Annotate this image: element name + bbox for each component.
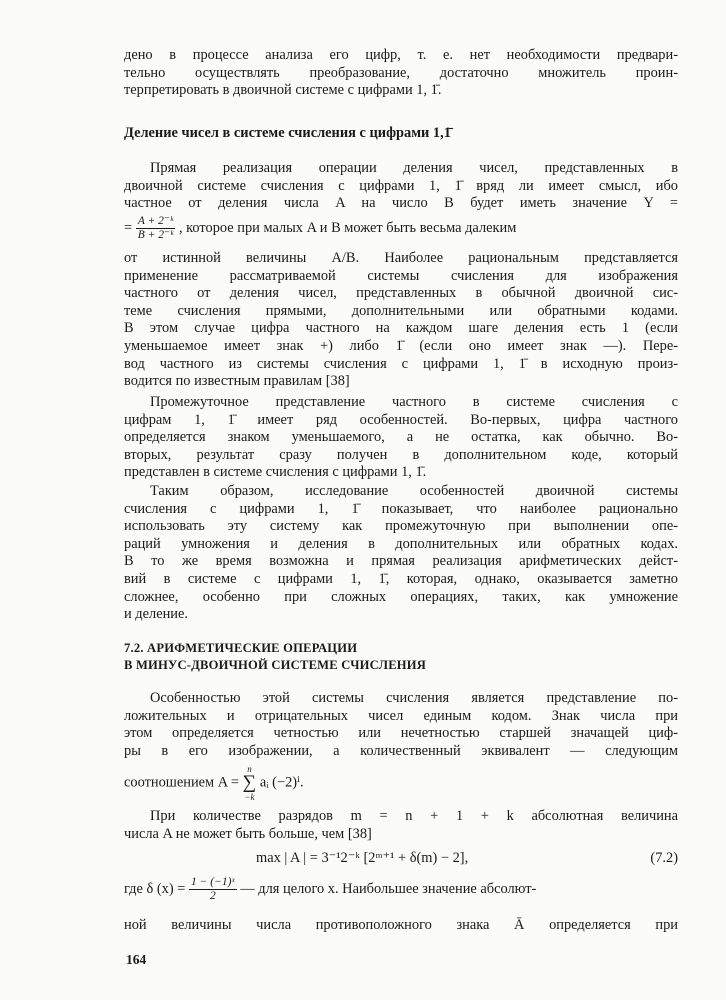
section-heading-line: В МИНУС-ДВОИЧНОЙ СИСТЕМЕ СЧИСЛЕНИЯ bbox=[124, 658, 427, 672]
text-line: счисления с цифрами 1, 1̄ показывает, что наиболее рационально bbox=[124, 500, 678, 517]
delta-definition bbox=[124, 876, 678, 912]
intermediate-paragraph bbox=[124, 394, 678, 482]
text-line: водится по известным правилам [38] bbox=[124, 373, 350, 390]
text-line: вторых, результат сразу получен в дополнительном коде, который bbox=[124, 446, 678, 463]
division-heading: Деление чисел в системе счисления с цифрами 1,1̄ bbox=[124, 125, 451, 141]
formula-tail: , которое при малых A и B может быть весьма далеким bbox=[178, 219, 517, 236]
sigma-symbol bbox=[243, 764, 257, 802]
sum-formula bbox=[124, 764, 678, 800]
text-line: и деление. bbox=[124, 606, 188, 623]
fraction-denominator: 2 bbox=[209, 890, 216, 902]
text-line: тельно осуществлять преобразование, достаточно множитель проин- bbox=[124, 64, 678, 81]
fraction-numerator: 1 − (−1)ˣ bbox=[190, 876, 235, 888]
text-line: двоичной системе счисления с цифрами 1, 1̄ вряд ли имеет смысл, ибо bbox=[124, 177, 678, 194]
section-heading-line: 7.2. АРИФМЕТИЧЕСКИЕ ОПЕРАЦИИ bbox=[124, 641, 358, 655]
sigma-glyph: ∑ bbox=[242, 772, 257, 793]
quotient-fraction bbox=[136, 215, 176, 242]
text-line: дено в процессе анализа его цифр, т. е. нет необходимости предвари- bbox=[124, 47, 678, 63]
equation-7-2 bbox=[124, 850, 678, 872]
conclusion-paragraph bbox=[124, 483, 678, 624]
delta-lead: где δ (x) = bbox=[124, 880, 186, 897]
fraction-numerator: A + 2⁻ᵏ bbox=[136, 215, 176, 229]
text-line: уменьшаемое имеет знак +) либо 1̄ (если оно имеет знак —). Пере- bbox=[124, 337, 678, 354]
sum-upper-limit: n bbox=[247, 764, 252, 774]
text-line: Особенностью этой системы счисления является представление по- bbox=[150, 690, 678, 706]
division-paragraph bbox=[124, 160, 678, 213]
text-line: цифрам 1, 1̄ имеет ряд особенностей. Во-первых, цифра частного bbox=[124, 411, 678, 428]
text-line: ложительных и отрицательных чисел единым кодом. Знак числа при bbox=[124, 707, 678, 724]
text-line: Таким образом, исследование особенностей двоичной системы bbox=[150, 483, 678, 499]
top-paragraph bbox=[124, 47, 678, 100]
fraction-denominator: B + 2⁻ᵏ bbox=[137, 229, 174, 241]
text-line: раций умножения и деления в дополнительных или обратных кодах. bbox=[124, 535, 678, 552]
text-line: В то же время возможна и прямая реализация арифметических дейст- bbox=[124, 553, 678, 570]
text-line: теме счисления прямыми, дополнительными или обратными кодами. bbox=[124, 302, 678, 319]
text-line: вод частного из системы счисления с цифрами 1, 1̄ в исходную произ- bbox=[124, 355, 678, 372]
text-line: частное от деления числа A на число B будет иметь значение Y = bbox=[124, 195, 678, 212]
text-line: вий в системе с цифрами 1, 1̄, которая, однако, оказывается заметно bbox=[124, 570, 678, 587]
text-line: При количестве разрядов m = n + 1 + k абсолютная величина bbox=[150, 808, 678, 824]
sum-body: aᵢ (−2)ⁱ. bbox=[259, 774, 304, 791]
division-paragraph-continued bbox=[124, 250, 678, 391]
text-line: от истинной величины A/B. Наиболее рациональным представляется bbox=[124, 250, 678, 266]
quotient-formula bbox=[124, 215, 678, 251]
text-line: Промежуточное представление частного в системе счисления с bbox=[150, 394, 678, 410]
delta-fraction bbox=[189, 876, 237, 903]
text-line: ной величины числа противоположного знака Ā определяется при bbox=[124, 917, 678, 933]
text-line: представлен в системе счисления с цифрами 1, 1̄. bbox=[124, 464, 427, 481]
text-line: применение рассматриваемой системы счисления для изображения bbox=[124, 267, 678, 284]
page-number: 164 bbox=[126, 952, 147, 967]
formula-lead: = bbox=[124, 219, 133, 236]
sum-lower-limit: −k bbox=[244, 792, 255, 802]
delta-tail: — для целого x. Наибольшее значение абсолют- bbox=[240, 880, 537, 897]
text-line: терпретировать в двоичной системе с цифрами 1, 1̄. bbox=[124, 82, 442, 99]
text-line: определяется знаком уменьшаемого, а не остатка, как обычно. Во- bbox=[124, 429, 678, 446]
equation-number: (7.2) bbox=[650, 850, 678, 866]
sum-lead: соотношением A = bbox=[124, 774, 240, 791]
section-heading bbox=[124, 640, 426, 674]
final-paragraph bbox=[124, 917, 678, 935]
text-line: частного от деления чисел, представленных в обычной двоичной сис- bbox=[124, 285, 678, 302]
text-line: ры в его изображении, а количественный эквивалент — следующим bbox=[124, 742, 678, 759]
text-line: В этом случае цифра частного на каждом шаге деления есть 1 (если bbox=[124, 320, 678, 337]
text-line: Прямая реализация операции деления чисел, представленных в bbox=[150, 160, 678, 176]
text-line: сложнее, особенно при сложных операциях, таких, как умножение bbox=[124, 588, 678, 605]
text-line: этом определяется четностью или нечетностью старшей значащей циф- bbox=[124, 725, 678, 742]
equation-body: max | A | = 3⁻¹2⁻ᵏ [2ᵐ⁺¹ + δ(m) − 2], bbox=[256, 850, 469, 866]
text-line: использовать эту систему как промежуточную при выполнении опе- bbox=[124, 518, 678, 535]
digits-paragraph bbox=[124, 808, 678, 843]
text-line: числа A не может быть больше, чем [38] bbox=[124, 825, 372, 842]
minus-binary-paragraph bbox=[124, 690, 678, 760]
